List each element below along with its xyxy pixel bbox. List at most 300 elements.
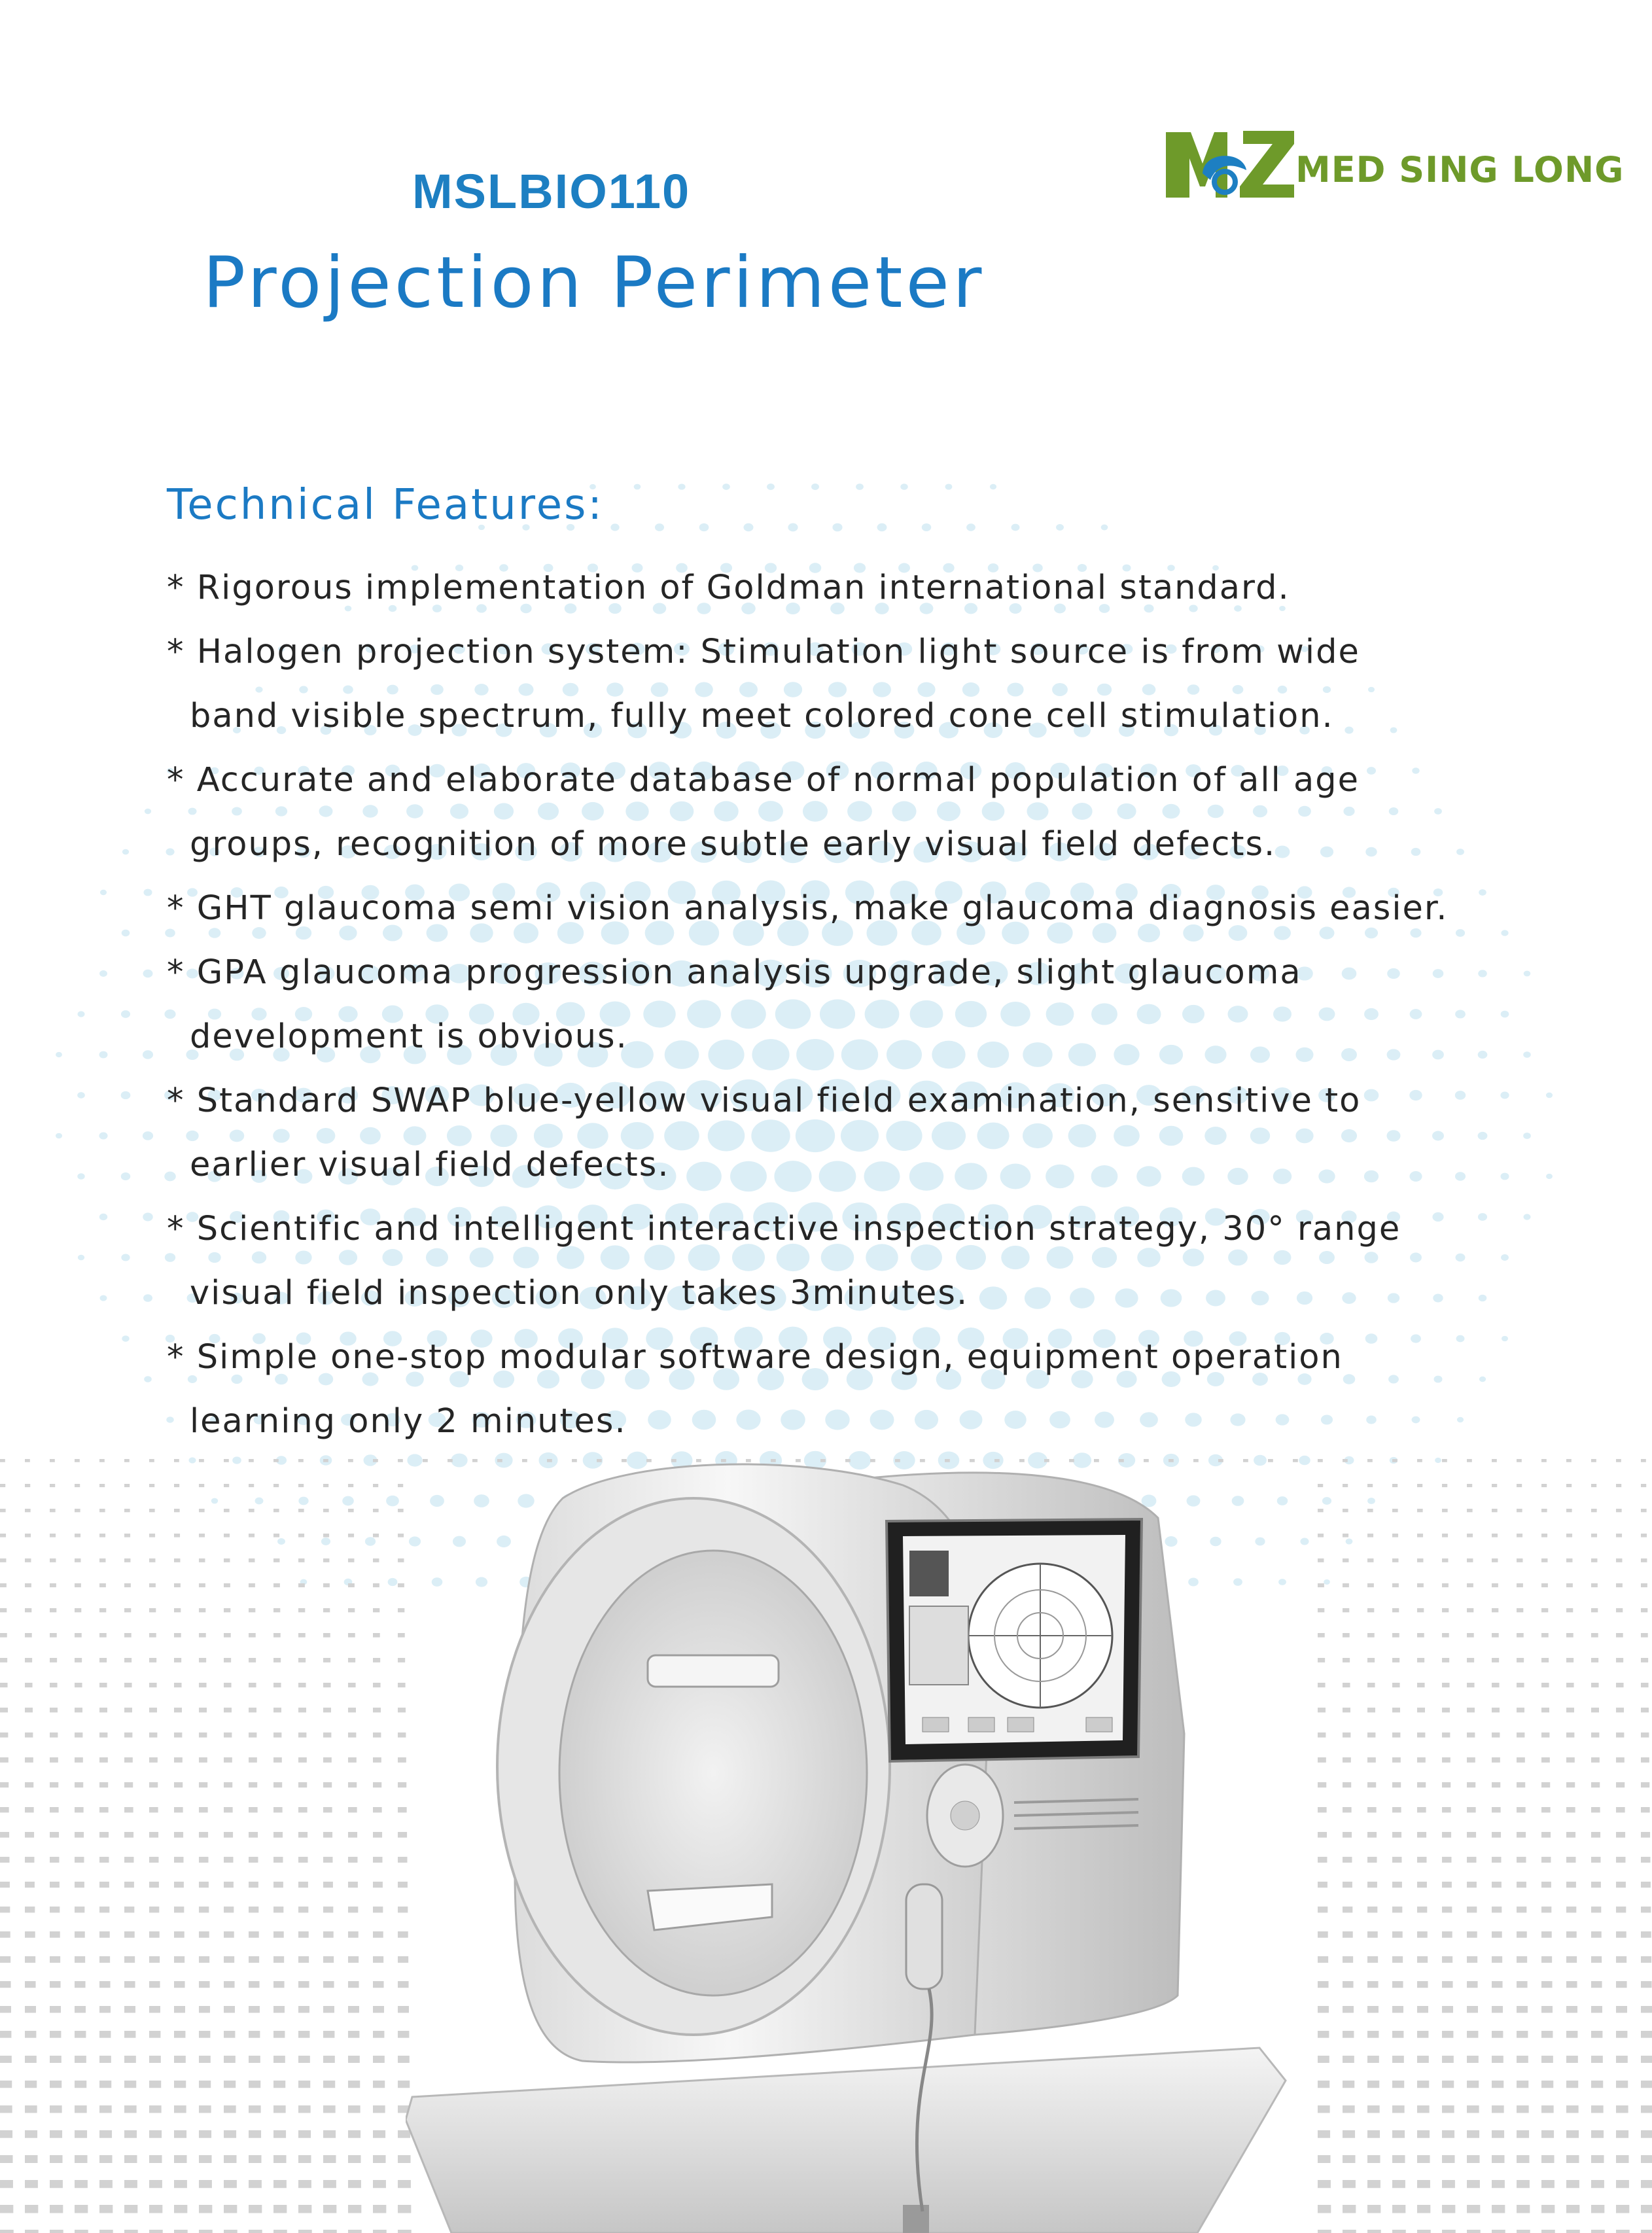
background-square <box>323 1732 331 1738</box>
background-square <box>124 1782 133 1787</box>
background-square <box>1417 2006 1428 2013</box>
background-square <box>1343 1608 1349 1612</box>
background-square <box>373 2081 385 2088</box>
background-square <box>1591 2180 1604 2188</box>
background-square <box>75 1608 81 1612</box>
background-square <box>1492 2230 1505 2233</box>
background-square <box>199 1931 209 1938</box>
background-square <box>323 2205 336 2213</box>
base-plate <box>406 2048 1286 2233</box>
background-square <box>25 1683 33 1687</box>
background-square <box>174 1484 179 1487</box>
background-square <box>1442 1907 1452 1912</box>
background-square <box>1467 1757 1475 1763</box>
background-square <box>323 1882 333 1888</box>
background-square <box>1318 1484 1323 1487</box>
background-square <box>1541 1732 1549 1738</box>
background-dot <box>277 1538 285 1545</box>
background-square <box>199 1857 208 1863</box>
background-square <box>1318 2180 1331 2188</box>
background-square <box>298 1882 308 1888</box>
background-square <box>298 1683 306 1687</box>
background-square <box>0 1534 6 1538</box>
background-square <box>1467 1608 1473 1612</box>
background-square <box>1591 1633 1598 1638</box>
background-square <box>1442 1484 1447 1487</box>
background-dot <box>1346 1538 1353 1544</box>
background-square <box>99 1981 111 1988</box>
background-square <box>1492 1633 1499 1638</box>
background-square <box>273 1658 281 1662</box>
background-square <box>124 2006 135 2013</box>
background-square <box>50 1907 60 1912</box>
background-square <box>1566 2205 1579 2213</box>
background-square <box>174 1757 183 1763</box>
background-square <box>1566 2230 1580 2233</box>
background-square <box>1417 2081 1429 2088</box>
background-square <box>1467 1683 1475 1687</box>
background-square <box>373 1658 380 1662</box>
background-square <box>1318 2056 1329 2063</box>
background-square <box>0 2006 11 2013</box>
background-square <box>1392 1931 1403 1938</box>
background-square <box>1591 1583 1598 1587</box>
background-square <box>273 1981 285 1988</box>
background-square <box>1343 1484 1348 1487</box>
background-square <box>1442 1558 1448 1562</box>
feature-line: * GPA glaucoma progression analysis upgrade, slight glaucoma <box>167 953 1302 992</box>
background-square <box>1541 1683 1549 1687</box>
background-square <box>1392 1907 1402 1912</box>
background-square <box>1343 1633 1350 1638</box>
background-square <box>398 1658 405 1662</box>
background-square <box>1367 2006 1379 2013</box>
background-square <box>1318 1757 1326 1763</box>
background-square <box>1541 2155 1554 2163</box>
background-square <box>1492 2006 1503 2013</box>
background-square <box>1318 1981 1329 1988</box>
background-square <box>1641 2105 1652 2113</box>
background-square <box>1392 1459 1397 1462</box>
background-square <box>1392 1757 1401 1763</box>
background-square <box>124 1931 135 1938</box>
background-square <box>373 1732 381 1738</box>
background-square <box>1641 1832 1650 1838</box>
background-square <box>1517 2155 1529 2163</box>
background-square <box>1517 2230 1530 2233</box>
background-square <box>1492 1484 1497 1487</box>
background-dot <box>1546 1093 1553 1098</box>
background-square <box>199 1832 208 1838</box>
background-square <box>1367 2081 1379 2088</box>
background-square <box>75 1708 82 1712</box>
background-square <box>1417 1907 1427 1912</box>
feature-item <box>167 1069 1541 1197</box>
background-square <box>1343 1757 1351 1763</box>
background-square <box>273 1708 281 1712</box>
feature-line: * GHT glaucoma semi vision analysis, make glaucoma diagnosis easier. <box>167 889 1449 928</box>
background-square <box>1367 1509 1373 1512</box>
background-square <box>1417 1782 1426 1787</box>
background-square <box>1392 1658 1399 1662</box>
background-square <box>25 2155 37 2163</box>
background-square <box>348 2081 360 2088</box>
background-square <box>273 2081 285 2088</box>
background-square <box>1616 1683 1624 1687</box>
background-square <box>1641 2230 1652 2233</box>
background-square <box>1467 1558 1473 1562</box>
background-square <box>348 1832 357 1838</box>
background-square <box>323 1981 334 1988</box>
background-square <box>373 1956 383 1963</box>
background-dot <box>145 809 151 815</box>
background-square <box>1343 2230 1356 2233</box>
background-square <box>25 1509 31 1512</box>
background-square <box>149 1708 157 1712</box>
background-square <box>1343 1857 1352 1863</box>
background-square <box>224 1608 230 1612</box>
background-square <box>373 1981 384 1988</box>
background-square <box>1343 1882 1352 1888</box>
background-square <box>25 1732 33 1738</box>
background-square <box>1343 1931 1353 1938</box>
background-square <box>1392 1633 1399 1638</box>
background-square <box>174 1633 181 1638</box>
background-square <box>1641 1708 1649 1712</box>
background-square <box>249 2006 260 2013</box>
background-square <box>1417 1956 1428 1963</box>
background-square <box>1641 1534 1647 1538</box>
background-square <box>1318 1633 1325 1638</box>
background-square <box>1417 1708 1425 1712</box>
background-square <box>373 1608 379 1612</box>
background-square <box>0 1708 8 1712</box>
background-square <box>1442 1608 1449 1612</box>
background-square <box>298 2180 311 2188</box>
background-dot <box>211 1498 218 1504</box>
background-square <box>1367 2180 1380 2188</box>
background-square <box>124 2205 137 2213</box>
background-square <box>174 2081 186 2088</box>
background-square <box>348 2180 361 2188</box>
background-square <box>124 1583 131 1587</box>
background-square <box>1442 1732 1450 1738</box>
background-square <box>99 2081 111 2088</box>
background-square <box>249 1459 254 1462</box>
background-square <box>1616 1757 1625 1763</box>
background-square <box>1492 1459 1497 1462</box>
background-square <box>99 1633 107 1638</box>
feature-line-continued: development is obvious. <box>190 1017 628 1056</box>
background-square <box>298 1558 304 1562</box>
background-square <box>1616 2180 1629 2188</box>
background-square <box>273 1683 281 1687</box>
background-square <box>1541 1956 1552 1963</box>
background-square <box>1417 1509 1423 1512</box>
background-square <box>348 2155 360 2163</box>
background-square <box>1417 1832 1426 1838</box>
background-square <box>323 1583 330 1587</box>
background-dot <box>1435 1458 1441 1463</box>
background-square <box>1343 2031 1354 2038</box>
background-square <box>1616 1907 1626 1912</box>
background-square <box>1392 2130 1405 2138</box>
background-square <box>1517 2006 1528 2013</box>
background-square <box>1566 1857 1575 1863</box>
background-square <box>0 2130 12 2138</box>
background-square <box>124 1509 130 1512</box>
background-square <box>323 2031 334 2038</box>
background-square <box>1591 2155 1604 2163</box>
background-square <box>1442 1931 1452 1938</box>
background-dot <box>122 1335 129 1341</box>
background-square <box>373 1633 380 1638</box>
background-square <box>75 1956 85 1963</box>
background-square <box>1591 1658 1598 1662</box>
background-square <box>1492 1882 1502 1888</box>
background-dot <box>1322 1497 1331 1505</box>
background-square <box>224 1782 232 1787</box>
background-square <box>323 1757 332 1763</box>
background-square <box>199 2130 211 2138</box>
background-square <box>249 1484 254 1487</box>
background-square <box>149 1981 160 1988</box>
background-square <box>174 1459 179 1462</box>
background-square <box>124 2180 137 2188</box>
background-square <box>224 1907 234 1912</box>
background-square <box>249 1807 258 1812</box>
background-square <box>1641 1583 1647 1587</box>
background-square <box>0 1807 9 1812</box>
background-square <box>1591 2230 1605 2233</box>
background-square <box>273 2130 286 2138</box>
background-dot <box>386 1496 399 1506</box>
background-square <box>75 1558 80 1562</box>
background-square <box>1442 2105 1454 2113</box>
background-square <box>149 1757 158 1763</box>
background-square <box>1467 2105 1479 2113</box>
background-square <box>1417 1807 1426 1812</box>
background-square <box>1566 2056 1578 2063</box>
background-square <box>348 2006 359 2013</box>
background-square <box>25 1583 31 1587</box>
background-dot <box>121 1091 131 1099</box>
background-square <box>323 1708 331 1712</box>
background-square <box>298 2130 311 2138</box>
background-square <box>1541 2056 1553 2063</box>
background-square <box>1517 1633 1524 1638</box>
background-square <box>174 1608 181 1612</box>
background-square <box>199 1558 205 1562</box>
background-square <box>124 1459 130 1462</box>
background-square <box>224 1534 230 1538</box>
background-square <box>1417 1583 1424 1587</box>
background-square <box>174 1683 182 1687</box>
background-square <box>273 1882 283 1888</box>
background-square <box>348 1732 356 1738</box>
background-square <box>373 1708 381 1712</box>
background-square <box>174 2105 186 2113</box>
background-square <box>50 1732 58 1738</box>
background-square <box>1641 1633 1648 1638</box>
background-square <box>1442 1683 1450 1687</box>
background-square <box>1467 2180 1480 2188</box>
background-square <box>199 1882 209 1888</box>
background-square <box>149 2031 160 2038</box>
background-square <box>224 1757 232 1763</box>
background-square <box>373 1534 379 1538</box>
background-square <box>1392 2081 1404 2088</box>
background-square <box>224 1832 233 1838</box>
background-square <box>373 2180 386 2188</box>
background-square <box>1641 1782 1649 1787</box>
background-square <box>348 1534 354 1538</box>
background-square <box>373 2155 385 2163</box>
background-square <box>99 1857 109 1863</box>
background-square <box>373 1907 383 1912</box>
background-square <box>1541 1534 1547 1538</box>
background-square <box>398 1708 406 1712</box>
background-square <box>50 2230 63 2233</box>
background-square <box>174 1708 182 1712</box>
background-square <box>199 1459 204 1462</box>
background-square <box>298 1608 305 1612</box>
background-square <box>75 2205 88 2213</box>
background-square <box>323 2130 336 2138</box>
background-square <box>50 1633 57 1638</box>
feature-item <box>167 748 1541 877</box>
background-square <box>50 1757 58 1763</box>
background-square <box>25 1459 30 1462</box>
background-square <box>75 2180 88 2188</box>
background-square <box>323 1459 328 1462</box>
background-square <box>224 1807 233 1812</box>
background-square <box>1541 1981 1553 1988</box>
background-square <box>1541 1857 1551 1863</box>
background-square <box>1318 1907 1327 1912</box>
background-square <box>1566 2081 1578 2088</box>
background-square <box>149 2130 162 2138</box>
background-square <box>1467 1807 1476 1812</box>
background-square <box>75 2006 86 2013</box>
background-square <box>50 1832 59 1838</box>
background-square <box>1442 1583 1449 1587</box>
background-square <box>124 1956 135 1963</box>
background-square <box>1492 1658 1499 1662</box>
background-square <box>1343 1459 1348 1462</box>
background-square <box>373 2056 385 2063</box>
background-square <box>249 1981 260 1988</box>
background-square <box>224 1658 231 1662</box>
background-square <box>323 1857 332 1863</box>
background-square <box>1318 1882 1327 1888</box>
feature-line-continued: band visible spectrum, fully meet colored cone cell stimulation. <box>190 697 1334 735</box>
background-square <box>1566 2180 1579 2188</box>
background-square <box>1367 1608 1374 1612</box>
background-square <box>398 1683 406 1687</box>
background-square <box>1616 1509 1622 1512</box>
background-square <box>1343 1907 1352 1912</box>
background-dot <box>121 1172 130 1180</box>
background-square <box>273 1782 282 1787</box>
background-dot <box>99 1133 107 1140</box>
background-square <box>1417 2031 1428 2038</box>
background-square <box>1467 1857 1476 1863</box>
background-square <box>1442 1509 1448 1512</box>
background-square <box>199 1757 207 1763</box>
background-square <box>1492 2056 1503 2063</box>
background-square <box>1566 1484 1572 1487</box>
background-square <box>124 2105 137 2113</box>
background-square <box>1442 1956 1452 1963</box>
background-square <box>25 1857 34 1863</box>
background-square <box>1318 1732 1326 1738</box>
background-square <box>224 1981 235 1988</box>
background-square <box>1641 2205 1652 2213</box>
background-square <box>323 1534 329 1538</box>
background-square <box>1417 2180 1430 2188</box>
logo-text: MED SING LONG <box>1295 149 1625 190</box>
feature-item <box>167 941 1541 1069</box>
background-square <box>1367 1534 1373 1538</box>
background-square <box>50 2081 62 2088</box>
background-square <box>124 1757 133 1763</box>
background-square <box>323 1832 332 1838</box>
background-square <box>174 1782 183 1787</box>
background-square <box>1392 1807 1401 1812</box>
background-square <box>1392 1708 1400 1712</box>
background-square <box>1442 1782 1450 1787</box>
background-square <box>1566 1732 1574 1738</box>
background-square <box>1541 1459 1547 1462</box>
background-square <box>1467 1509 1473 1512</box>
background-square <box>1392 1857 1401 1863</box>
background-square <box>199 2180 212 2188</box>
background-square <box>124 1807 133 1812</box>
background-square <box>249 1732 256 1738</box>
background-square <box>1343 1583 1349 1587</box>
background-square <box>1467 1633 1474 1638</box>
background-square <box>1541 1608 1548 1612</box>
background-square <box>25 1534 31 1538</box>
background-square <box>99 1907 109 1912</box>
background-square <box>1392 1683 1400 1687</box>
background-square <box>1517 1583 1523 1587</box>
bowl-opening <box>559 1551 867 1996</box>
background-square <box>1566 2006 1577 2013</box>
background-square <box>25 2205 38 2213</box>
background-square <box>1616 1956 1626 1963</box>
background-square <box>0 1857 9 1863</box>
background-square <box>1467 1708 1475 1712</box>
background-square <box>273 2006 285 2013</box>
background-square <box>1467 1882 1477 1888</box>
feature-line: * Rigorous implementation of Goldman international standard. <box>167 569 1290 607</box>
background-square <box>0 1757 9 1763</box>
background-square <box>1417 1459 1422 1462</box>
background-square <box>249 1857 258 1863</box>
background-square <box>298 2205 311 2213</box>
background-square <box>273 1857 283 1863</box>
background-square <box>1566 1708 1574 1712</box>
background-square <box>99 2056 111 2063</box>
background-square <box>1318 2105 1330 2113</box>
background-square <box>1318 1832 1327 1838</box>
background-square <box>1541 2180 1555 2188</box>
background-square <box>273 2031 285 2038</box>
background-dot <box>143 970 153 977</box>
background-square <box>1566 1608 1573 1612</box>
